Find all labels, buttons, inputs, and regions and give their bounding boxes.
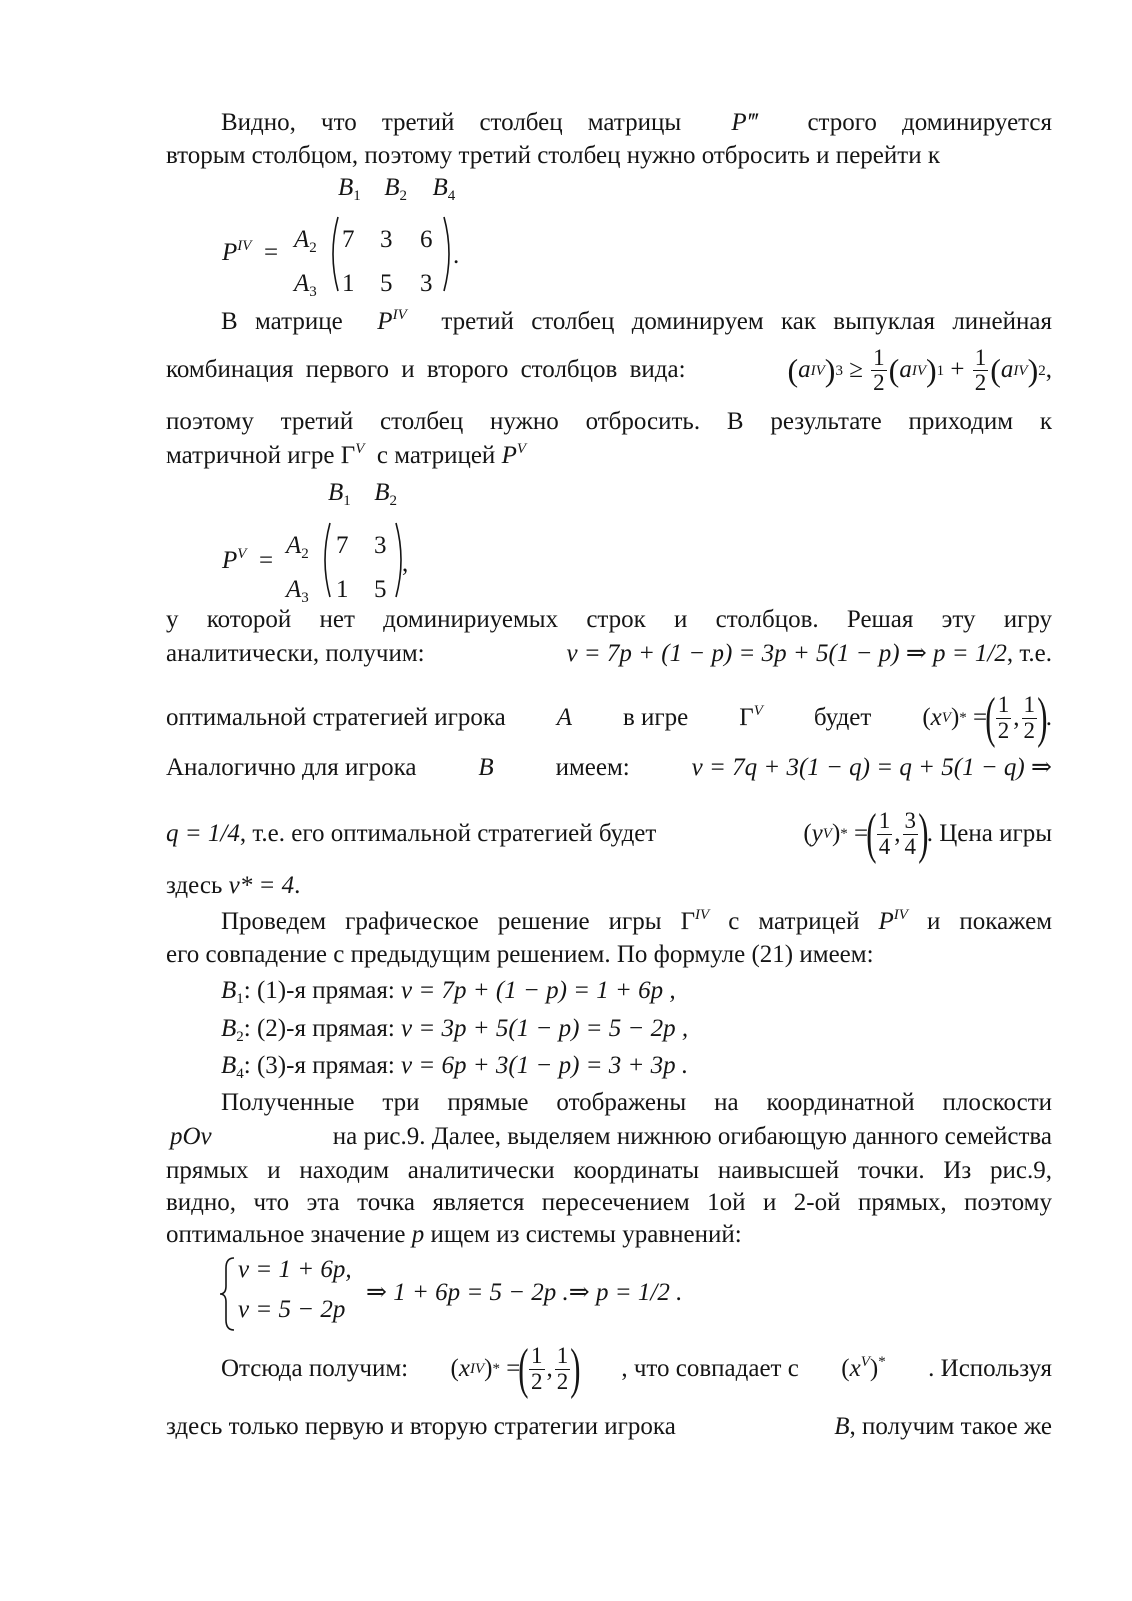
strategy-x-v: ( x V ) * = ( $\frac{1}{2}$ , $\frac{1}{2}$ ) . [922, 687, 1052, 749]
fraction [1022, 693, 1038, 742]
row-label: A [286, 576, 302, 603]
text: Отсюда получим: [221, 1354, 409, 1382]
text: будет [813, 703, 872, 731]
equation: v = 3p + 5(1 − p) = 5 − 2p , [401, 1015, 689, 1042]
text: . Цена игры [926, 819, 1052, 847]
denominator: 2 [997, 717, 1010, 743]
numerator: 1 [531, 1343, 543, 1369]
matrix-cell: 1 [336, 576, 349, 603]
denominator: 2 [974, 370, 987, 396]
matrix-symbol: P‴ [731, 109, 758, 136]
paragraph-3-line-2 [166, 638, 1052, 671]
matrix-sup: IV [237, 238, 252, 254]
var-y: y [811, 819, 823, 847]
matrix-cell: 5 [374, 576, 387, 603]
denominator: 4 [904, 833, 917, 859]
dominance-inequality: ( a IV ) 3 ≥ $\frac{1}{2}$ ( a IV ) 1 + $\frac{1}{2}$ ( a IV ) 2 , [787, 345, 1052, 396]
strategy-x-iv: ( x IV ) * = ( $\frac{1}{2}$ , $\frac{1}{2}$ ) [450, 1338, 581, 1400]
text: Аналогично для игрока [166, 754, 417, 781]
numerator: 1 [873, 345, 885, 370]
matrix-v-col-labels [328, 477, 414, 510]
numerator: 1 [974, 345, 987, 370]
matrix-v-body [336, 524, 387, 612]
paragraph-5-line-4 [166, 1187, 1052, 1220]
comma: , [1013, 703, 1020, 731]
equation: v = 5 − 2p [238, 1296, 346, 1323]
paragraph-3-line-1 [166, 604, 1052, 637]
col-label: B [374, 479, 390, 506]
text: строго доминируется [807, 109, 1052, 136]
numerator: 1 [556, 1343, 569, 1369]
denominator: 2 [556, 1368, 569, 1394]
text: на рис.9. Далее, выделяем нижнюю огибающую данного семейства [332, 1123, 1052, 1150]
matrix-v-comma: , [402, 550, 409, 577]
fraction [871, 346, 887, 395]
numerator: 3 [904, 808, 917, 834]
var-a: a [899, 356, 912, 384]
paragraph-3-line-5 [166, 803, 1052, 865]
player-b: B [478, 754, 494, 781]
text: ищем из системы уравнений: [430, 1221, 742, 1248]
text: оптимальной стратегией игрока [166, 703, 506, 731]
text: оптимальное значение [166, 1221, 406, 1248]
text: в игре [622, 703, 689, 731]
strategy-label: B [221, 1052, 237, 1079]
matrix-v-row-labels [286, 524, 309, 612]
paragraph-1-line-2 [166, 140, 1052, 173]
fraction [877, 809, 893, 858]
strategy-index: 2 [236, 1029, 244, 1045]
equation: q = 1/4 [166, 819, 240, 847]
denominator: 2 [1023, 717, 1036, 743]
equals-sign: = [854, 819, 869, 847]
matrix-name: P [222, 547, 238, 574]
matrix-iv-period: . [453, 242, 460, 269]
line-b1 [221, 975, 676, 1008]
fraction [973, 346, 989, 395]
numerator: 1 [997, 692, 1010, 718]
sup: V [753, 702, 763, 719]
line-b4 [221, 1050, 688, 1083]
paragraph-3-line-4 [166, 752, 1052, 785]
col-label-index: 4 [447, 188, 456, 204]
col-label: B [432, 174, 448, 201]
strategy-label: B [221, 977, 237, 1004]
text: поэтому третий столбец нужно отбросить. В результате приходим к [166, 408, 1052, 435]
equals-sign: = [506, 1354, 521, 1382]
text: : (2)-я прямая: [243, 1015, 395, 1042]
text: у которой нет доминириуемых строк и столбцов. Решая эту игру [166, 606, 1052, 633]
system-eq-1 [238, 1254, 352, 1287]
equals-sign: = [263, 239, 279, 266]
text: Полученные три прямые отображены на координатной плоскости [221, 1089, 1052, 1116]
row-label: A [294, 270, 310, 297]
matrix-cell: 1 [342, 270, 355, 297]
var-x: x [458, 1354, 470, 1382]
matrix-sup: IV [392, 307, 407, 323]
var-x: x [849, 1354, 861, 1382]
paragraph-4-line-1 [166, 906, 1052, 939]
geq-sign: ≥ [849, 356, 863, 384]
matrix-cell: 3 [374, 532, 387, 559]
equals-sign: = [973, 703, 988, 731]
text: здесь [166, 872, 223, 899]
row-label-index: 2 [309, 240, 317, 256]
fraction [555, 1344, 571, 1393]
matrix-symbol: P [377, 308, 393, 335]
equation: v = 1 + 6p, [238, 1256, 352, 1283]
system-eq-2 [238, 1294, 345, 1327]
text: . Используя [928, 1354, 1052, 1382]
paragraph-2-line-1 [166, 306, 1052, 339]
paren: ( [866, 803, 877, 865]
paren: ) [926, 351, 937, 388]
col-label-index: 2 [399, 188, 408, 204]
col-label-index: 2 [389, 493, 398, 509]
paragraph-1-line-1 [166, 107, 1052, 140]
matrix-symbol: P [878, 908, 894, 935]
comma: , [546, 1354, 553, 1382]
paren: ) [918, 803, 929, 865]
var-a: a [1000, 356, 1014, 384]
text: Проведем графическое решение игры [221, 908, 662, 935]
paragraph-4-line-2 [166, 939, 1052, 972]
row-label: A [286, 532, 302, 559]
strategy-index: 4 [236, 1066, 244, 1082]
text: имеем: [555, 754, 630, 781]
equation: v = 7p + (1 − p) = 1 + 6p , [401, 977, 676, 1004]
text: прямых и находим аналитически координаты наивысшей точки. Из рис.9, [166, 1157, 1052, 1184]
paren: ( [518, 1338, 529, 1400]
text: его совпадение с предыдущим решением. По формуле (21) имеем: [166, 941, 874, 968]
text: комбинация первого и второго столбцов вида: [166, 356, 686, 384]
text: и покажем [927, 908, 1053, 935]
text: В матрице [221, 308, 343, 335]
sup: V [355, 441, 365, 457]
equation: v = 7p + (1 − p) = 3p + 5(1 − p) ⇒ p = 1/2 [566, 640, 1007, 667]
matrix-v-name [222, 545, 273, 578]
equation: v = 6p + 3(1 − p) = 3 + 3p . [401, 1052, 689, 1079]
matrix-iv-body [342, 218, 450, 306]
col-label-index: 1 [353, 188, 361, 204]
text: , что совпадает с [621, 1354, 799, 1382]
denominator: 2 [531, 1368, 543, 1394]
col-label: B [338, 174, 354, 201]
matrix-sup: V [237, 546, 247, 562]
comma: , [894, 819, 901, 847]
paragraph-5-line-5 [166, 1219, 1052, 1252]
period: . [294, 872, 301, 899]
sup: IV [695, 907, 710, 923]
paragraph-5-line-3 [166, 1155, 1052, 1188]
var-p: p [411, 1221, 425, 1248]
var-a: a [798, 356, 811, 384]
paren: ( [787, 351, 799, 388]
matrix-iv-row-labels [294, 218, 317, 306]
numerator: 1 [878, 808, 891, 834]
sup: IV [893, 907, 908, 923]
paren: ) [570, 1338, 581, 1400]
fraction [529, 1344, 545, 1393]
matrix-cell: 6 [420, 226, 433, 253]
paren: ( [888, 351, 900, 388]
matrix-cell: 7 [336, 532, 349, 559]
system-result [366, 1277, 682, 1310]
paragraph-5-line-2 [166, 1121, 1052, 1154]
denominator: 2 [873, 370, 885, 396]
numerator: 1 [1023, 692, 1036, 718]
paragraph-6-line-1: Отсюда получим: ( x IV ) * = ( $\frac{1}{2}$ , $\frac{1}{2}$ ) , что совпадает с $(x^V)^*$ . Используя [166, 1341, 1052, 1397]
matrix-symbol: P [501, 442, 517, 469]
text: аналитически, получим: [166, 640, 425, 667]
denominator: 4 [878, 833, 891, 859]
strategy-y-v: ( y V ) * = ( $\frac{1}{4}$ , $\frac{3}{4}$ ) . Цена игры [803, 803, 1052, 865]
strategy-label: B [221, 1015, 237, 1042]
fraction [903, 809, 919, 858]
matrix-cell: 3 [420, 270, 433, 297]
paragraph-6-line-2 [166, 1411, 1052, 1444]
gamma-symbol: Γ [680, 908, 696, 935]
row-label-index: 2 [301, 546, 309, 562]
col-label: B [384, 174, 400, 201]
equation: v* = 4 [228, 872, 295, 899]
sup: V [860, 1353, 870, 1370]
plus-sign: + [950, 356, 965, 384]
matrix-iv-col-labels [338, 172, 473, 205]
matrix-cell: 5 [380, 270, 393, 297]
matrix-iv-name [222, 237, 278, 270]
text: матричной игре [166, 442, 335, 469]
paren: ) [824, 351, 836, 388]
text: : (3)-я прямая: [243, 1052, 395, 1079]
text: вторым столбцом, поэтому третий столбец нужно отбросить и перейти к [166, 142, 940, 169]
period: . [1045, 703, 1052, 731]
text: третий столбец доминируем как выпуклая линейная [441, 308, 1052, 335]
text: с матрицей [728, 908, 860, 935]
text: , получим такое же [849, 1413, 1052, 1440]
row-label-index: 3 [309, 284, 317, 300]
matrix-cell: 3 [380, 226, 393, 253]
gamma-symbol: Γ [739, 703, 754, 731]
player-b: B [834, 1413, 850, 1440]
text: Видно, что третий столбец матрицы [221, 109, 682, 136]
row-label-index: 3 [301, 590, 309, 606]
text: , т.е. [1006, 640, 1052, 667]
paragraph-2-line-2 [166, 346, 1052, 395]
paren: ) [1027, 351, 1039, 388]
system-brace [218, 1256, 238, 1332]
strategy-index: 1 [236, 991, 244, 1007]
matrix-cell: 7 [342, 226, 355, 253]
comma: , [1045, 356, 1052, 384]
paragraph-3-line-3 [166, 687, 1052, 749]
paragraph-2-line-3 [166, 406, 1052, 439]
star: * [878, 1353, 886, 1370]
row-label: A [294, 226, 310, 253]
fraction [996, 693, 1012, 742]
equals-sign: = [258, 547, 274, 574]
matrix-name: P [222, 239, 238, 266]
text: с матрицей [376, 442, 496, 469]
equation: v = 7q + 3(1 − q) = q + 5(1 − q) ⇒ [691, 754, 1052, 781]
paragraph-2-line-4 [166, 440, 1052, 473]
text: здесь только первую и вторую стратегии игрока [166, 1413, 676, 1440]
paren: ) [1037, 687, 1048, 749]
text: видно, что эта точка является пересечением 1ой и 2-ой прямых, поэтому [166, 1189, 1052, 1216]
paren: ( [990, 351, 1001, 388]
plane-symbol: pOv [170, 1123, 212, 1150]
text: : (1)-я прямая: [243, 977, 395, 1004]
paragraph-3-line-6 [166, 870, 1052, 903]
col-label-index: 1 [343, 493, 351, 509]
equation: ⇒ 1 + 6p = 5 − 2p .⇒ p = 1/2 . [366, 1279, 683, 1306]
gamma-symbol: Γ [340, 442, 356, 469]
sup: V [516, 441, 527, 457]
paren: ( [985, 687, 996, 749]
col-label: B [328, 479, 344, 506]
paragraph-5-line-1 [166, 1087, 1052, 1120]
player-a: A [556, 703, 572, 731]
line-b2 [221, 1013, 688, 1046]
text: , т.е. его оптимальной стратегией будет [239, 819, 657, 847]
var-x: x [930, 703, 942, 731]
